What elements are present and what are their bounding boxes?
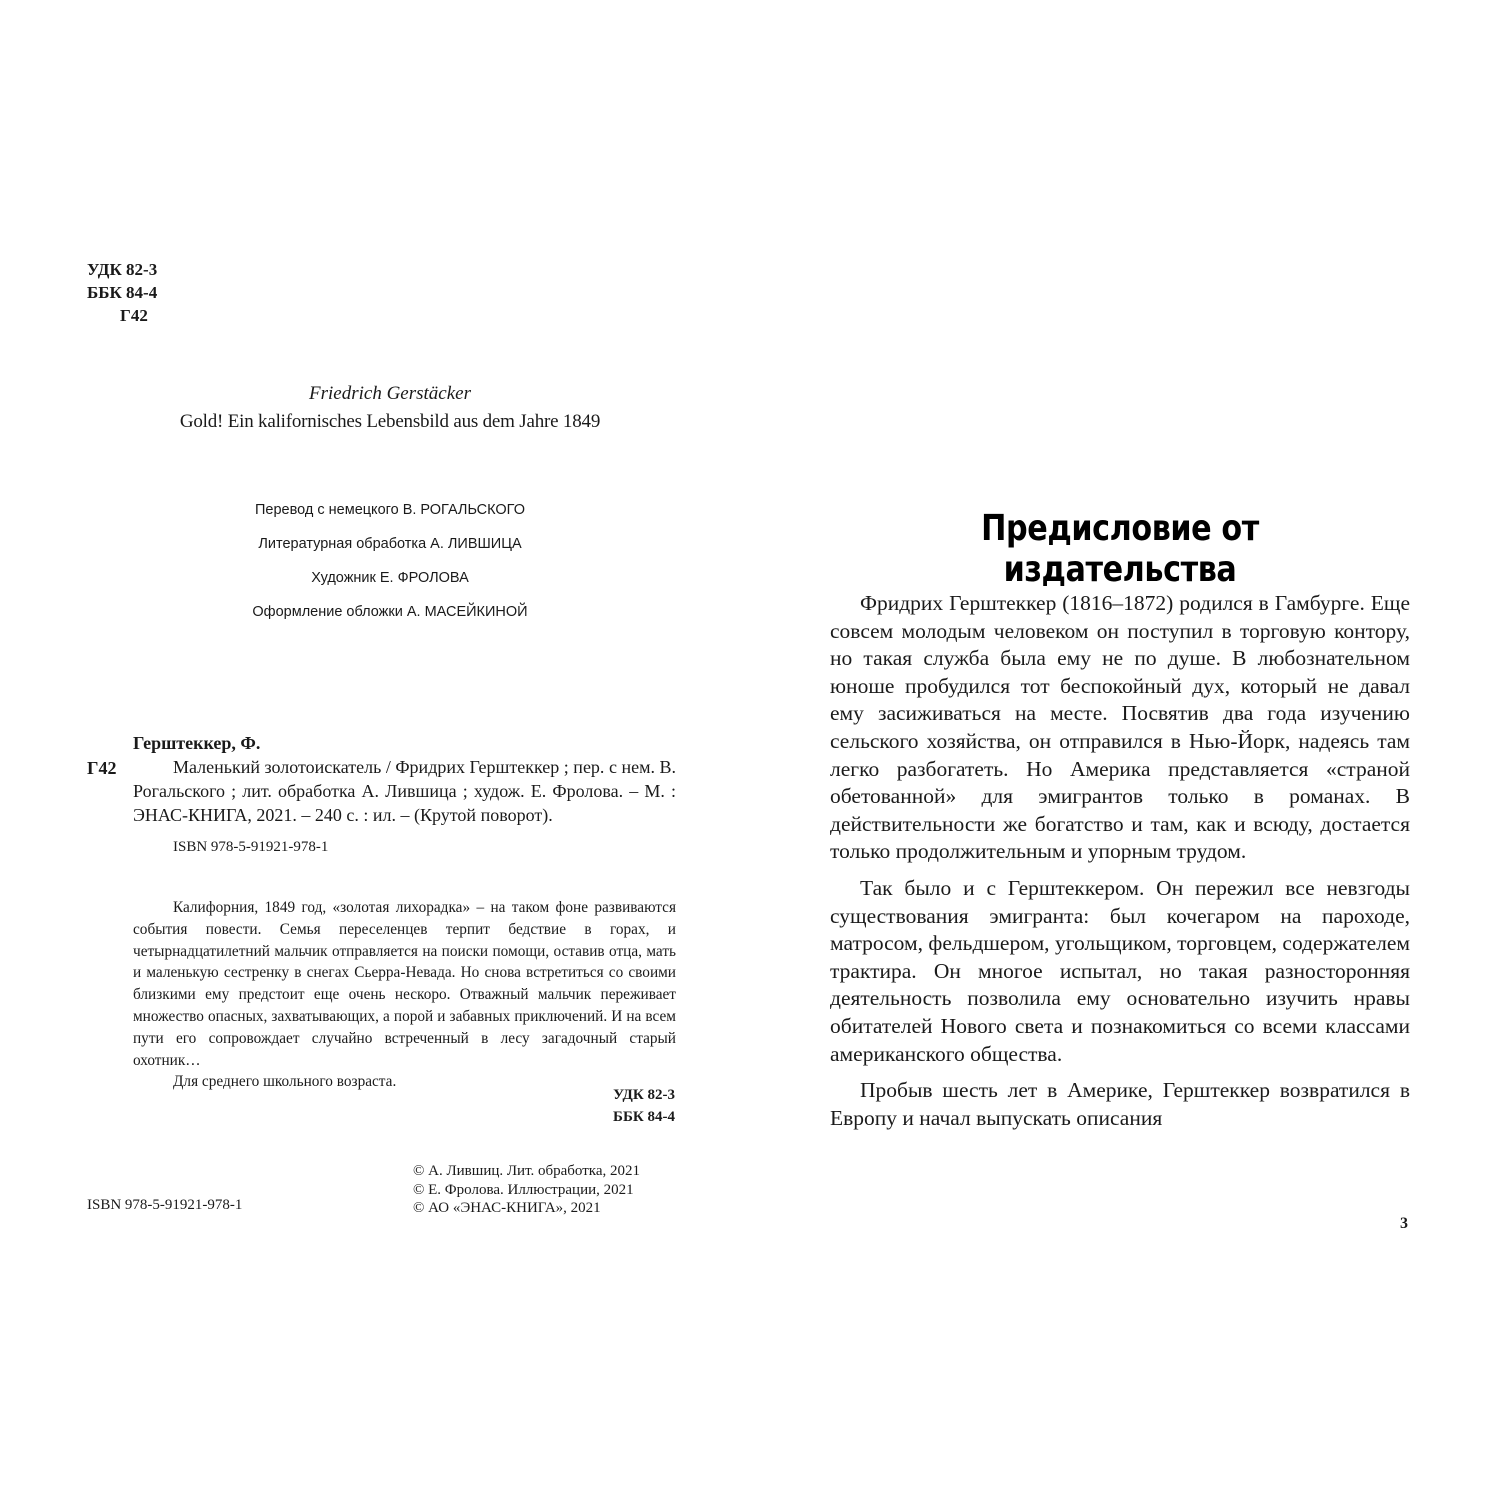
original-title: Gold! Ein kalifornisches Lebensbild aus dem Jahre 1849 — [179, 411, 601, 432]
annotation-text: Калифорния, 1849 год, «золотая лихорадка» – на таком фоне развиваются события повести. Семья переселенцев терпит бедствие в горах, и четырнадцатилетний мальчик отправляется на поиски помощи, оставив отца, мать и маленькую сестренку в снегах Сьерра-Невада. Но снова встретиться со своими близкими ему предстоит еще очень нескоро. Отважный мальчик переживает множество опасных, захватывающих, а порой и забавных приключений. И на всем пути его сопровождает случайно встреченный в лесу загадочный старый охотник… — [133, 899, 676, 1069]
udk-code-repeat: УДК 82-3 — [613, 1087, 675, 1103]
bibliographic-mark: Г42 — [87, 758, 117, 778]
bibliographic-author: Герштеккер, Ф. — [133, 733, 261, 753]
credits-block — [150, 493, 630, 629]
author-mark: Г42 — [120, 306, 148, 325]
credit-translator: Перевод с немецкого В. РОГАЛЬСКОГО — [254, 502, 525, 518]
original-title-block — [90, 380, 690, 436]
copyright-block — [413, 1162, 640, 1218]
annotation-audience: Для среднего школьного возраста. — [173, 1073, 397, 1091]
annotation-block — [133, 897, 676, 1093]
original-author: Friedrich Gerstäcker — [309, 383, 471, 404]
copyright-line: © А. Лившиц. Лит. обработка, 2021 — [413, 1163, 640, 1179]
page-number: 3 — [1400, 1215, 1408, 1232]
credit-cover-design: Оформление обложки А. МАСЕЙКИНОЙ — [252, 604, 528, 620]
credit-literary-editor: Литературная обработка А. ЛИВШИЦА — [258, 536, 522, 552]
classification-block — [87, 258, 157, 327]
bibliographic-description: Маленький золотоискатель / Фридрих Герштеккер ; пер. с нем. В. Рогальского ; лит. обработка А. Лившица ; худож. Е. Фролова. – М. : ЭНАС-КНИГА, 2021. – 240 с. : ил. – (Крутой поворот). — [133, 757, 676, 825]
preface-paragraph: Пробыв шесть лет в Америке, Герштеккер возвратился в Европу и начал выпускать описания — [830, 1078, 1410, 1130]
bibliographic-record — [133, 731, 676, 859]
bbk-code: ББК 84-4 — [87, 283, 158, 302]
preface-paragraph: Так было и с Герштеккером. Он пережил все невзгоды существования эмигранта: был кочегаром на пароходе, матросом, фельдшером, угольщиком, торговцем, содержателем трактира. Он многое испытал, но такая разносторонняя деятельность позволила ему основательно изучить нравы обитателей Нового света и познакомиться со всеми классами американского общества. — [830, 875, 1410, 1066]
copyright-line: © Е. Фролова. Иллюстрации, 2021 — [413, 1181, 634, 1198]
copyright-line: © АО «ЭНАС-КНИГА», 2021 — [413, 1200, 601, 1216]
credit-illustrator: Художник Е. ФРОЛОВА — [311, 570, 469, 586]
preface-heading: Предисловие от издательства — [981, 508, 1259, 590]
classification-repeat — [613, 1084, 675, 1128]
isbn-footer: ISBN 978-5-91921-978-1 — [87, 1197, 243, 1213]
preface-text — [830, 590, 1410, 1141]
preface-paragraph: Фридрих Герштеккер (1816–1872) родился в Гамбурге. Еще совсем молодым человеком он поступил в торговую контору, но такая служба была ему не по душе. В любознательном юноше пробудился тот беспокойный дух, который не давал ему засиживаться на месте. Посвятив два года изучению сельского хозяйства, он отправился в Нью-Йорк, надеясь там легко разбогатеть. Но Америка представляется «страной обетованной» для эмигрантов только в романах. В действительности же богатство и там, как и всюду, достается только продолжительным и упорным трудом. — [830, 591, 1410, 864]
udk-code: УДК 82-3 — [87, 260, 158, 279]
bbk-code-repeat: ББК 84-4 — [613, 1109, 675, 1125]
right-page — [750, 0, 1500, 1500]
bibliographic-isbn: ISBN 978-5-91921-978-1 — [173, 839, 329, 855]
